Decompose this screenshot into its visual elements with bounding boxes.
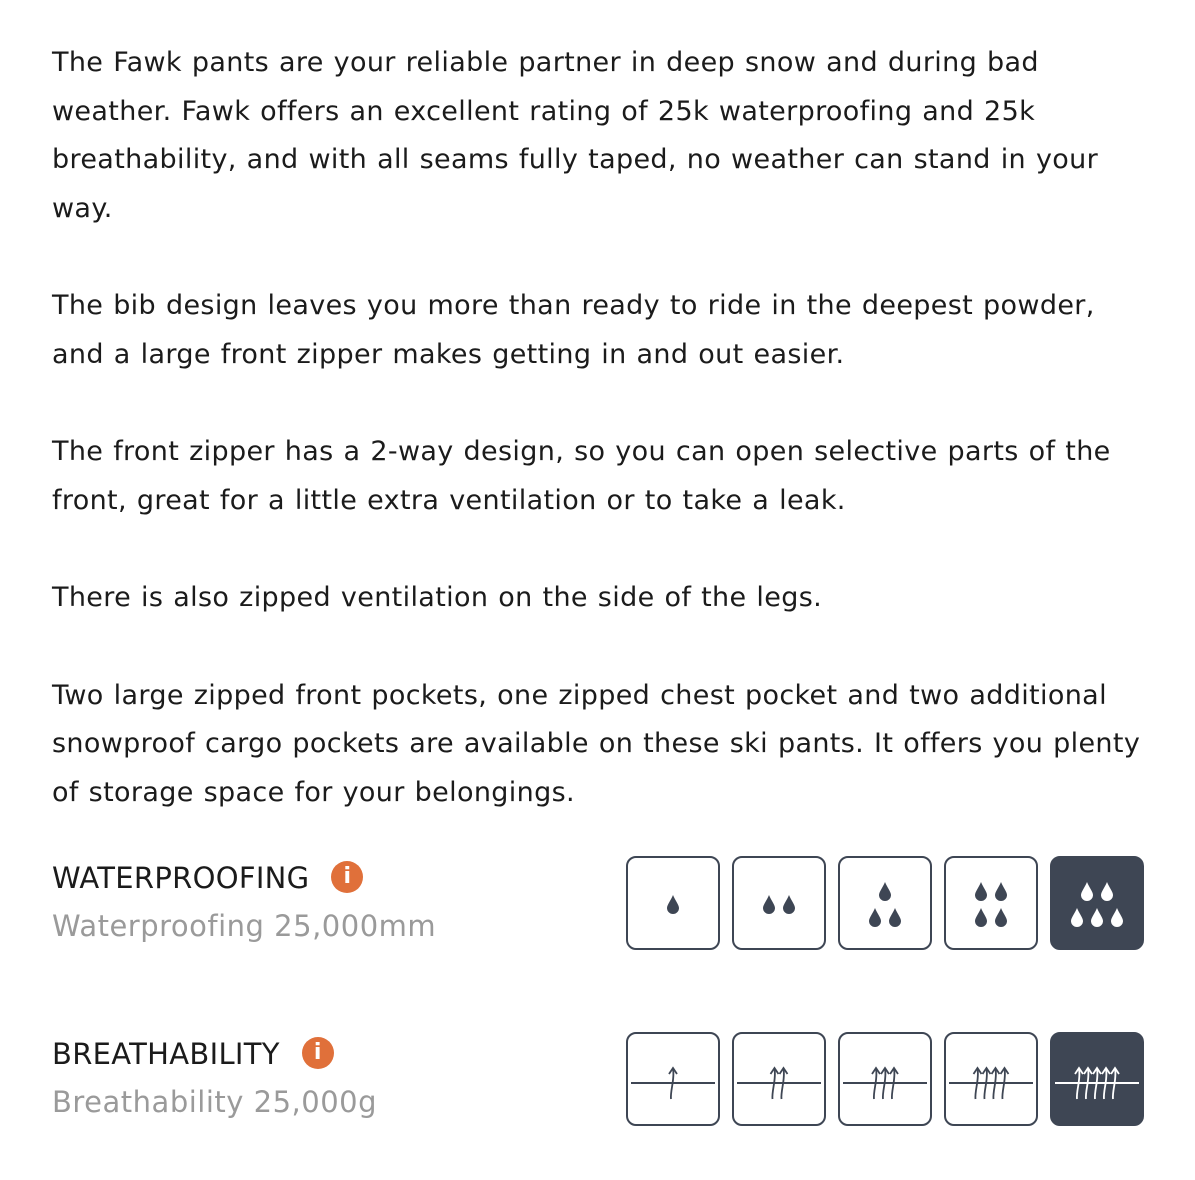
breathability-level-4 — [944, 1032, 1038, 1126]
info-icon[interactable]: i — [331, 861, 363, 893]
waterproofing-value: Waterproofing 25,000mm — [52, 909, 437, 943]
waterproofing-level-2 — [732, 856, 826, 950]
waterproofing-level-1 — [626, 856, 720, 950]
description-paragraph: The Fawk pants are your reliable partner in deep snow and during bad weather. Fawk offers an excellent rating of 25k waterproofing and 25k breathability, and with all seams fully taped, no weather can stand in your way. — [52, 47, 1099, 224]
water-drop-icon — [1111, 908, 1123, 927]
waterproofing-level-5-selected — [1050, 856, 1144, 950]
water-drop-icon — [975, 882, 987, 901]
water-drop-icon — [975, 908, 987, 927]
waterproofing-title-row — [52, 856, 363, 900]
breathability-value: Breathability 25,000g — [52, 1085, 378, 1119]
water-drop-icon — [889, 908, 901, 927]
water-drop-icon — [667, 895, 679, 914]
breathability-rating-scale — [626, 1032, 1144, 1126]
breathability-level-2 — [732, 1032, 826, 1126]
breathability-title-row — [52, 1032, 334, 1076]
waterproofing-level-3 — [838, 856, 932, 950]
waterproofing-spec — [52, 856, 1144, 956]
waterproofing-title: WATERPROOFING — [52, 861, 310, 895]
description-paragraph: The bib design leaves you more than ready to ride in the deepest powder, and a large front zipper makes getting in and out easier. — [52, 290, 1095, 370]
info-icon[interactable]: i — [302, 1037, 334, 1069]
breathability-title: BREATHABILITY — [52, 1037, 280, 1071]
breathability-level-5-selected — [1050, 1032, 1144, 1126]
description-paragraph: Two large zipped front pockets, one zipped chest pocket and two additional snowproof cargo pockets are available on these ski pants. It offers you plenty of storage space for your belongings. — [52, 679, 1141, 808]
water-drop-icon — [995, 908, 1007, 927]
water-drop-icon — [995, 882, 1007, 901]
breathability-level-3 — [838, 1032, 932, 1126]
water-drop-icon — [783, 895, 795, 914]
water-drop-icon — [763, 895, 775, 914]
water-drop-icon — [869, 908, 881, 927]
water-drop-icon — [879, 882, 891, 901]
waterproofing-level-4 — [944, 856, 1038, 950]
description-paragraph: There is also zipped ventilation on the side of the legs. — [52, 582, 823, 613]
water-drop-icon — [1081, 882, 1093, 901]
water-drop-icon — [1101, 882, 1113, 901]
product-description — [52, 39, 1152, 866]
water-drop-icon — [1091, 908, 1103, 927]
water-drop-icon — [1071, 908, 1083, 927]
description-paragraph: The front zipper has a 2-way design, so you can open selective parts of the front, great for a little extra ventilation or to take a leak. — [52, 436, 1111, 516]
breathability-spec — [52, 1032, 1144, 1132]
waterproofing-rating-scale — [626, 856, 1144, 950]
breathability-level-1 — [626, 1032, 720, 1126]
